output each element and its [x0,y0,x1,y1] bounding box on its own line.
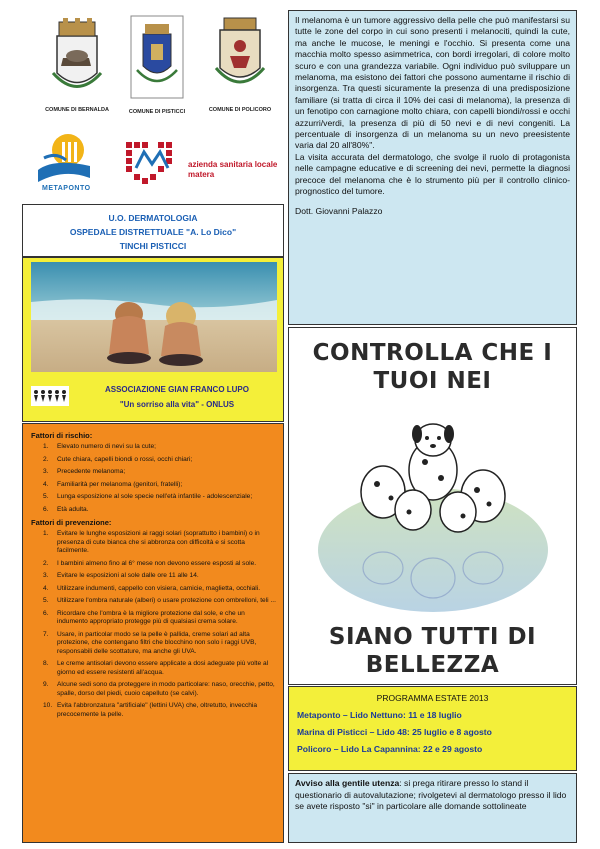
prevention-title: Fattori di prevenzione: [31,518,112,527]
poster-line-2: TUOI NEI [373,368,492,394]
list-item-text: Utilizzare l'ombra naturale (alberi) o usare protezione con ombrelloni, teli ... [57,597,276,604]
list-item [31,572,277,581]
list-item-number: 1. [43,443,49,450]
program-row: Policoro – Lido La Capannina: 22 e 29 agosto [297,744,483,754]
poster-line-3: SIANO TUTTI DI [328,624,537,650]
association-panel [22,257,284,422]
list-item-number: 3. [43,468,49,475]
list-item-text: Utilizzare indumenti, cappello con visiera, camicie, maglietta, occhiali. [57,584,261,592]
list-item-number: 5. [43,493,49,500]
bernalda-label: COMUNE DI BERNALDA [45,107,109,113]
list-item [31,560,277,569]
association-tagline: "Un sorriso alla vita" - ONLUS [119,400,235,409]
risk-title: Fattori di rischio: [31,431,93,440]
list-item-number: 6. [43,609,49,617]
info-paragraph-1: Il melanoma è un tumore aggressivo della pelle che può manifestarsi su tutte le zone del corpo in cui sono presenti i melanociti, quindi la cute, ma anche le mucose, le meningi e l'occhio. Si presenta come una macchia molto spesso asimmetrica, con bordi irregolari, di colore molto scuro e con una grandezza variabile. Ogni individuo può sviluppare un melanoma, ma esistono dei fattori che possono aumentarne il rischio di insorgenza. Tra questi sicuramente la presenza di una predisposizione familiare (si tratta di circa il 10% dei casi di melanoma), la presenza di un fenotipo con carnagione molto chiara, con capelli biondi/rossi e occhi azzurri/verdi, la presenza di più di 50 nevi e di nevi congeniti. La percentuale di insorgenza di un melanoma su un nevo preesistente varia dal 20 all'80%". [295,15,570,151]
list-item-number: 6. [43,505,49,513]
campaign-poster [288,327,577,685]
list-item-text: Usare, in particolar modo se la pelle è pallida, creme solari ad alta protezione, che contengano filtri che blocchino non solo i raggi UVB, responsabili delle scottature, ma anche gli UVA. [57,630,257,655]
list-item [31,456,277,465]
unit-line-1: U.O. DERMATOLOGIA [108,213,198,223]
list-item-number: 4. [43,480,49,488]
policoro-crest [204,16,276,113]
list-item-number: 10. [43,702,53,709]
summer-program [288,686,577,771]
list-item-number: 1. [43,530,49,537]
municipality-logos [22,10,284,202]
list-item-text: Ricordare che l'ombra è la migliore protezione dal sole, e che un indumento appropriato protegge più di qualsiasi crema solare. [57,609,245,625]
list-item-text: Precedente melanoma; [57,468,126,475]
unit-line-2: OSPEDALE DISTRETTUALE "A. Lo Dico" [69,227,237,237]
list-item-number: 2. [43,559,49,567]
bernalda-crest-icon [49,18,105,100]
list-item-text: Evitare le lunghe esposizioni ai raggi solari (soprattutto i bambini) o in presenza di cute bianca che si abbronza con difficoltà e si scotta facilmente. [57,530,260,554]
list-item [31,530,277,556]
list-item-number: 9. [43,681,49,688]
list-item-number: 4. [43,584,49,592]
list-item-number: 5. [43,597,49,604]
list-item [31,443,277,452]
list-item-text: Elevato numero di nevi su la cute; [57,443,156,450]
beach-photo [31,262,277,372]
list-item [31,481,277,490]
risk-list [31,443,277,514]
notice-lead: Avviso alla gentile utenza [295,778,400,788]
notice-text [295,778,570,813]
list-item-text: Le creme antisolari devono essere applicate a dosi adeguate più volte al giorno ed essere resistenti all'acqua. [57,660,269,676]
info-signature: Dott. Giovanni Palazzo [295,205,383,216]
list-item [31,660,277,677]
prevention-list [31,530,277,719]
unit-line-3: TINCHI PISTICCI [119,241,187,251]
unit-header [22,204,284,257]
list-item-text: Cute chiara, capelli biondi o rossi, occhi chiari; [57,455,193,463]
program-title: PROGRAMMA ESTATE 2013 [376,693,489,703]
list-item-text: Evita l'abbronzatura "artificiale" (lettini UVA) che, oltretutto, invecchia precocemente la pelle. [57,702,258,718]
list-item [31,610,277,627]
list-item [31,702,277,719]
dalmatian-puppies-icon [313,400,553,620]
pisticci-crest-icon [129,14,185,102]
association-logo-icon [31,386,69,406]
poster-line-1: CONTROLLA CHE I [312,340,553,366]
list-item-text: Età adulta. [57,505,89,513]
list-item [31,506,277,515]
program-row: Metaponto – Lido Nettuno: 11 e 18 luglio [297,710,462,720]
asl-label: azienda sanitaria locale matera [188,160,278,179]
list-item-text: Lunga esposizione al sole specie nell'età infantile - adolescenziale; [57,493,253,500]
pisticci-label: COMUNE DI PISTICCI [128,109,186,115]
list-item [31,493,277,502]
list-item [31,468,277,477]
metaponto-label: METAPONTO [42,185,91,192]
association-text [77,382,277,412]
list-item [31,585,277,594]
bernalda-crest [42,18,112,113]
beach-children-icon [31,262,277,372]
list-item-number: 8. [43,660,49,667]
association-name: ASSOCIAZIONE GIAN FRANCO LUPO [104,385,249,394]
list-item-number: 3. [43,572,49,579]
metaponto-logo-icon [34,128,94,186]
program-row: Marina di Pisticci – Lido 48: 25 luglio e 8 agosto [297,727,492,737]
risk-prevention-panel [22,423,284,843]
policoro-crest-icon [212,16,268,100]
list-item-text: Alcune sedi sono da proteggere in modo particolare: naso, orecchie, petto, spalle, dorso del piedi, cuoio capelluto (se calvi). [57,681,275,697]
notice-body: : si prega ritirare presso lo stand il questionario di autovalutazione; rivolgetevi al dermatologo presso il lido se avete risposto "si" in particolare alle domande sottolineate [295,778,567,811]
list-item [31,631,277,657]
poster-line-4: BELLEZZA [365,652,500,678]
list-item-number: 2. [43,455,49,463]
policoro-label: COMUNE DI POLICORO [208,107,272,113]
list-item-text: Evitare le esposizioni al sole dalle ore 11 alle 14. [57,572,199,579]
melanoma-info [288,10,577,325]
list-item [31,681,277,698]
user-notice [288,773,577,843]
pisticci-crest [122,14,192,115]
list-item-text: Familiarità per melanoma (genitori, fratelli); [57,480,183,488]
list-item-number: 7. [43,630,49,638]
list-item [31,597,277,606]
list-item-text: I bambini almeno fino al 6° mese non devono essere esposti al sole. [57,559,257,567]
info-paragraph-2: La visita accurata del dermatologo, che svolge il ruolo di protagonista nelle campagne educative e di screening dei nevi, permette la diagnosi precoce del melanoma che è lo strumento più per il controllo clinico-prognostico del tumore. [295,151,570,197]
asl-logo-icon [122,134,184,192]
